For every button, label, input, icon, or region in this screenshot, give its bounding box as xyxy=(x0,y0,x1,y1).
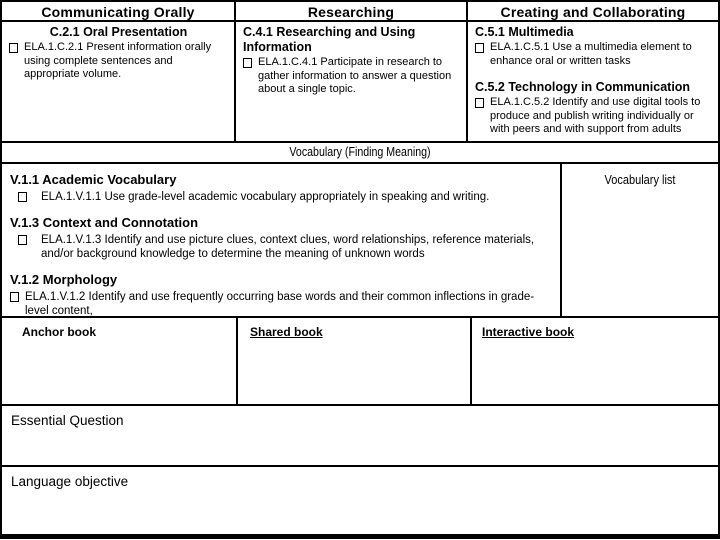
standard-item-text: ELA.1.C.5.1 Use a multimedia element to enhance oral or written tasks xyxy=(490,41,692,67)
vocab-section-context xyxy=(10,215,550,261)
language-objective-cell xyxy=(2,467,718,534)
standard-item-text: ELA.1.V.1.2 Identify and use frequently occurring base words and their common inflections in grade-level content, xyxy=(25,291,535,316)
checkbox-icon xyxy=(475,43,484,53)
standard-heading: C.5.2 Technology in Communication xyxy=(475,80,691,94)
cell-creating-collaborating xyxy=(468,22,718,141)
checkbox-icon xyxy=(18,235,27,245)
column-header-researching: Researching xyxy=(236,2,468,20)
vocabulary-band-cell xyxy=(2,143,718,162)
strand-header-row xyxy=(2,2,718,22)
anchor-book-label: Anchor book xyxy=(22,325,96,339)
books-row xyxy=(2,318,718,406)
essential-question-label: Essential Question xyxy=(11,413,124,428)
checkbox-icon xyxy=(243,58,252,68)
standard-item-text: ELA.1.C.5.2 Identify and use digital tools to produce and publish writing individually or with peers and with support from adults xyxy=(490,96,701,135)
shared-book-cell xyxy=(238,318,472,404)
cell-researching xyxy=(236,22,468,141)
anchor-book-cell xyxy=(2,318,238,404)
spacer xyxy=(475,68,712,80)
checkbox-icon xyxy=(9,43,18,53)
standard-item-text: ELA.1.V.1.1 Use grade-level academic vocabulary appropriately in speaking and writing. xyxy=(41,191,490,203)
checkbox-icon xyxy=(10,292,19,302)
vocabulary-band-title: Vocabulary (Finding Meaning) xyxy=(289,145,431,159)
language-objective-row xyxy=(2,467,718,534)
standard-item xyxy=(243,56,460,97)
column-header-communicating-orally: Communicating Orally xyxy=(2,2,236,20)
standard-heading: C.4.1 Researching and Using Information xyxy=(243,25,416,54)
standard-heading: C.5.1 Multimedia xyxy=(475,25,574,39)
essential-question-row xyxy=(2,406,718,467)
standard-heading: C.2.1 Oral Presentation xyxy=(49,25,188,39)
standard-heading: V.1.3 Context and Connotation xyxy=(10,215,199,230)
vocab-section-morphology xyxy=(10,272,550,316)
vocabulary-row xyxy=(2,164,718,318)
language-objective-label: Language objective xyxy=(11,474,129,489)
standard-item xyxy=(475,96,712,137)
standard-heading: V.1.2 Morphology xyxy=(10,272,118,287)
standards-row xyxy=(2,22,718,143)
vocab-section-academic xyxy=(10,172,550,204)
standard-item xyxy=(10,290,550,316)
checkbox-icon xyxy=(18,192,27,202)
standard-item xyxy=(9,41,228,82)
standard-heading: V.1.1 Academic Vocabulary xyxy=(10,172,177,187)
checkbox-icon xyxy=(475,98,484,108)
standard-item-text: ELA.1.C.2.1 Present information orally using complete sentences and appropriate volume. xyxy=(24,41,212,80)
vocabulary-list-cell xyxy=(562,164,718,316)
column-header-creating-collaborating: Creating and Collaborating xyxy=(500,4,686,20)
standard-item xyxy=(10,233,550,261)
cell-oral-presentation xyxy=(2,22,236,141)
standard-item-text: ELA.1.C.4.1 Participate in research to gather information to answer a question about a single topic. xyxy=(258,56,452,95)
standard-item xyxy=(475,41,712,68)
standard-item xyxy=(10,190,550,204)
essential-question-cell xyxy=(2,406,718,465)
vocabulary-list-label: Vocabulary list xyxy=(604,173,676,187)
interactive-book-cell xyxy=(472,318,718,404)
vocabulary-band-row xyxy=(2,143,718,164)
standard-item-text: ELA.1.V.1.3 Identify and use picture clues, context clues, word relationships, reference materials, and/or background knowledge to determine the meaning of unknown words xyxy=(41,234,535,260)
interactive-book-label: Interactive book xyxy=(482,325,575,339)
shared-book-label: Shared book xyxy=(250,325,323,339)
vocabulary-standards-cell xyxy=(2,164,562,316)
